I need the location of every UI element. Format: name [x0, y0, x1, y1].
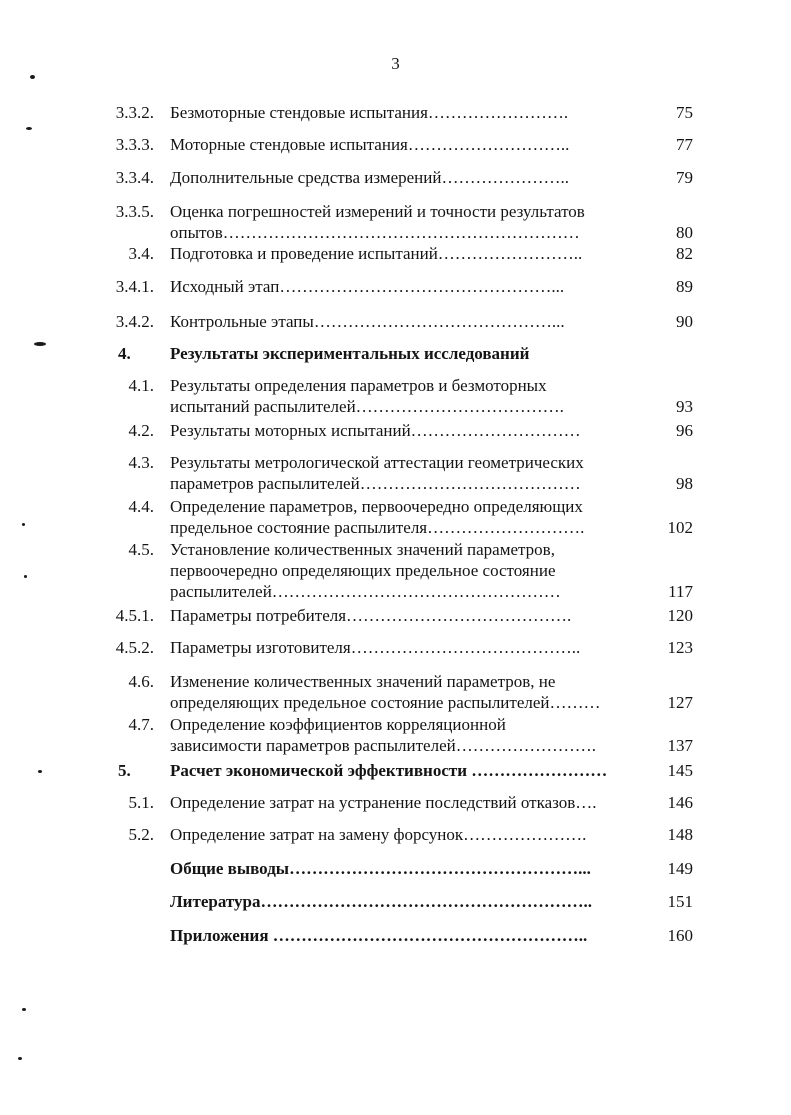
- toc-entry-title-line: определяющих предельное состояние распылителей………: [170, 693, 601, 712]
- toc-entry-page: 160: [667, 926, 693, 945]
- toc-entry-title-line: Оценка погрешностей измерений и точности результатов: [170, 202, 585, 221]
- toc-entry-title-line: Определение параметров, первоочередно определяющих: [170, 497, 583, 516]
- toc-entry-page: 145: [667, 761, 693, 780]
- toc-entry-number: 4.5.: [128, 540, 154, 559]
- toc-entry-page: 102: [667, 518, 693, 537]
- toc-entry-title-line: зависимости параметров распылителей…………………….: [170, 736, 596, 755]
- toc-entry-page: 123: [667, 638, 693, 657]
- toc-entry-title-line: Результаты метрологической аттестации геометрических: [170, 453, 584, 472]
- toc-entry-title-line: испытаний распылителей……………………………….: [170, 397, 564, 416]
- toc-entry-number: 3.4.1.: [115, 277, 154, 296]
- toc-entry-page: 80: [676, 223, 693, 242]
- toc-entry-title-line: Определение затрат на устранение последствий отказов….: [170, 793, 597, 812]
- toc-entry-number: 3.3.5.: [115, 202, 154, 221]
- scan-speck: [30, 75, 35, 79]
- toc-entry-title: [170, 420, 645, 441]
- toc-entry-title: [170, 243, 645, 264]
- toc-entry-title-line: Установление количественных значений параметров,: [170, 540, 555, 559]
- toc-entry-page: 146: [667, 793, 693, 812]
- toc-entry-title: [170, 760, 645, 781]
- toc-entry-title-line: Исходный этап…………………………………………...: [170, 277, 565, 296]
- toc-entry-number: 4.6.: [128, 672, 154, 691]
- toc-entry-title-line: Определение затрат на замену форсунок………………….: [170, 825, 587, 844]
- toc-entry-title: [170, 714, 645, 756]
- toc-entry-title: [170, 452, 645, 494]
- toc-entry-number: 4.5.1.: [115, 606, 154, 625]
- toc-entry-page: 137: [667, 736, 693, 755]
- toc-entry-number: 5.1.: [128, 793, 154, 812]
- toc-entry-page: 117: [668, 582, 693, 601]
- toc-entry-page: 149: [667, 859, 693, 878]
- toc-entry-title: [170, 375, 645, 417]
- toc-entry-title-line: Моторные стендовые испытания………………………..: [170, 135, 570, 154]
- toc-entry-number: 4.3.: [128, 453, 154, 472]
- toc-entry-number: 5.2.: [128, 825, 154, 844]
- toc-entry-title-line: Параметры изготовителя…………………………………..: [170, 638, 581, 657]
- toc-entry-page: 90: [676, 312, 693, 331]
- toc-entry-title-line: Изменение количественных значений параметров, не: [170, 672, 556, 691]
- toc-entry-number: 4.4.: [128, 497, 154, 516]
- toc-entry-page: 93: [676, 397, 693, 416]
- toc-entry-number: 3.4.: [128, 244, 154, 263]
- toc-entry-title-line: Результаты экспериментальных исследований: [170, 344, 530, 363]
- scan-speck: [22, 1008, 26, 1011]
- toc-entry-title: [170, 539, 645, 602]
- toc-entry-number: 4.7.: [128, 715, 154, 734]
- scan-speck: [22, 523, 25, 526]
- toc-entry-title: [170, 343, 645, 364]
- toc-entry-number: 3.3.4.: [115, 168, 154, 187]
- toc-entry-title-line: Подготовка и проведение испытаний……………………..: [170, 244, 583, 263]
- toc-entry-number: 5.: [118, 761, 131, 780]
- toc-entry-title-line: Контрольные этапы……………………………………...: [170, 312, 565, 331]
- toc-entry-title-line: Приложения ………………………………………………..: [170, 926, 588, 945]
- toc-entry-title-line: Расчет экономической эффективности ……………………: [170, 761, 608, 780]
- toc-entry-title: [170, 858, 645, 879]
- toc-entry-page: 120: [667, 606, 693, 625]
- toc-entry-title-line: Параметры потребителя………………………………….: [170, 606, 572, 625]
- toc-entry-title-line: Дополнительные средства измерений…………………..: [170, 168, 569, 187]
- toc-entry-page: 79: [676, 168, 693, 187]
- toc-entry-title: [170, 134, 645, 155]
- toc-entry-title: [170, 891, 645, 912]
- toc-entry-title-line: предельное состояние распылителя……………………….: [170, 518, 585, 537]
- toc-entry-number: 3.3.3.: [115, 135, 154, 154]
- toc-entry-page: 98: [676, 474, 693, 493]
- toc-entry-number: 4.1.: [128, 376, 154, 395]
- toc-entry-page: 82: [676, 244, 693, 263]
- toc-entry-number: 4.2.: [128, 421, 154, 440]
- toc-entry-title: [170, 925, 645, 946]
- toc-entry-number: 3.3.2.: [115, 103, 154, 122]
- toc-entry-title: [170, 496, 645, 538]
- toc-entry-title-line: Общие выводы……………………………………………...: [170, 859, 591, 878]
- toc-entry-page: 148: [667, 825, 693, 844]
- toc-entry-title: [170, 201, 645, 243]
- toc-entry-page: 77: [676, 135, 693, 154]
- page-number: 3: [391, 54, 400, 73]
- toc-entry-page: 89: [676, 277, 693, 296]
- toc-entry-page: 127: [667, 693, 693, 712]
- toc-entry-page: 96: [676, 421, 693, 440]
- toc-entry-title-line: опытов………………………………………………………: [170, 223, 580, 242]
- scan-speck: [38, 770, 42, 773]
- scan-speck: [24, 575, 27, 578]
- toc-entry-page: 75: [676, 103, 693, 122]
- toc-entry-title: [170, 276, 645, 297]
- toc-entry-number: 3.4.2.: [115, 312, 154, 331]
- toc-entry-title-line: распылителей……………………………………………: [170, 582, 561, 601]
- toc-entry-title: [170, 824, 645, 845]
- toc-entry-title-line: Безмоторные стендовые испытания…………………….: [170, 103, 569, 122]
- toc-entry-title-line: Определение коэффициентов корреляционной: [170, 715, 506, 734]
- toc-entry-title-line: первоочередно определяющих предельное состояние: [170, 561, 556, 580]
- toc-entry-title: [170, 102, 645, 123]
- scan-speck: [34, 342, 46, 346]
- toc-entry-title-line: Результаты определения параметров и безмоторных: [170, 376, 547, 395]
- toc-entry-title: [170, 671, 645, 713]
- toc-entry-page: 151: [667, 892, 693, 911]
- toc-entry-title: [170, 311, 645, 332]
- toc-entry-title: [170, 167, 645, 188]
- toc-entry-title-line: параметров распылителей…………………………………: [170, 474, 581, 493]
- scan-speck: [18, 1057, 22, 1060]
- toc-entry-number: 4.: [118, 344, 131, 363]
- scan-speck: [26, 127, 32, 130]
- toc-entry-title-line: Результаты моторных испытаний…………………………: [170, 421, 581, 440]
- toc-entry-title-line: Литература…………………………………………………..: [170, 892, 592, 911]
- toc-entry-title: [170, 605, 645, 626]
- toc-entry-number: 4.5.2.: [115, 638, 154, 657]
- toc-entry-title: [170, 637, 645, 658]
- toc-entry-title: [170, 792, 645, 813]
